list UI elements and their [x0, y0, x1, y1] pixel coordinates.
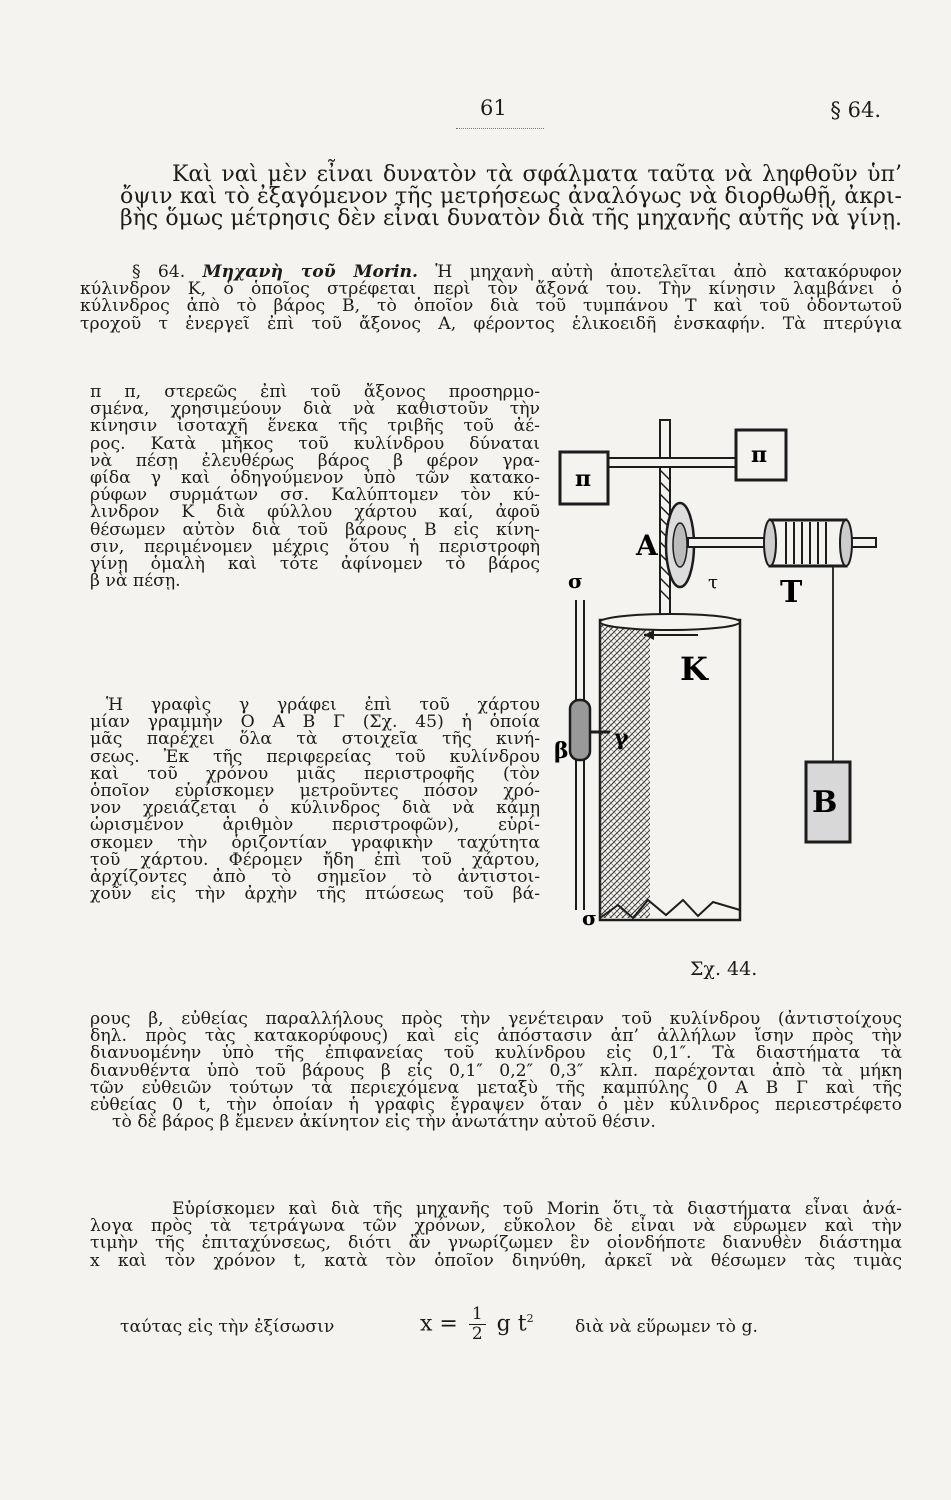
text-line: x καὶ τὸν χρόνον t, κατὰ τὸν ὁποῖον διηνύθη, ἀρκεῖ νὰ θέσωμεν τὰς τιμὰς [90, 1250, 902, 1271]
figure-caption: Σχ. 44. [690, 958, 758, 980]
text-line: εὐθείας 0 t, τὴν ὁποίαν ἡ γραφὶς ἔγραψεν ὅταν ὁ μὲν κύλινδρος περιεστρέφετο [90, 1094, 902, 1115]
text-line: Εὑρίσκομεν καὶ διὰ τῆς μηχανῆς τοῦ Morin ὅτι τὰ διαστήματα εἶναι ἀνά- [172, 1199, 902, 1219]
text-line: Καὶ ναὶ μὲν εἶναι δυνατὸν τὰ σφάλματα ταῦτα νὰ ληφθοῦν ὑπ’ [172, 162, 902, 187]
text-line: δηλ. πρὸς τὰς κατακορύφους) καὶ εἰς ἀπόστασιν ἀπ’ ἀλλήλων ἴσην πρὸς τὴν [90, 1026, 902, 1047]
section-heading-line [80, 258, 902, 282]
page-header [0, 96, 951, 136]
text-line: ρους β, εὐθείας παραλλήλους πρὸς τὴν γενέτειραν τοῦ κυλίνδρου (ἀντιστοίχους [90, 1009, 902, 1029]
text-line: σεως. Ἐκ τῆς περιφερείας τοῦ κυλίνδρου [90, 746, 540, 767]
drum [764, 520, 852, 566]
text-line: κύλινδρος ἀπὸ τὸ βάρος Β, τὸ ὁποῖον διὰ τοῦ τυμπάνου Τ καὶ τοῦ ὀδοντωτοῦ [80, 296, 902, 317]
pen-label: γ [614, 725, 629, 751]
text-line: λινδρον Κ διὰ φύλλου χάρτου καί, ἀφοῦ [90, 502, 540, 523]
text-line: κύλινδρον Κ, ὁ ὁποῖος στρέφεται περὶ τὸν ἄξονά του. Τὴν κίνησιν λαμβάνει ὁ [80, 279, 902, 300]
section-title: Μηχανὴ τοῦ Morin. [202, 262, 419, 282]
text-line: χοῦν εἰς τὴν ἀρχὴν τῆς πτώσεως τοῦ βά- [90, 884, 540, 905]
vane-left-label: π [575, 466, 592, 492]
wire-bottom-label: σ [582, 906, 597, 930]
text-line: τὸ δὲ βάρος β ἔμενεν ἀκίνητον εἰς τὴν ἀνωτάτην αὐτοῦ θέσιν. [112, 1112, 656, 1133]
paragraph-3 [90, 377, 540, 592]
formula-rhs: g t [496, 1311, 527, 1337]
cylinder [600, 614, 740, 920]
cylinder-label: Κ [680, 650, 708, 688]
formula-lead-text: ταύτας εἰς τὴν ἐξίσωσιν [120, 1317, 335, 1337]
paragraph-2 [80, 258, 902, 334]
text-line: κίνησιν ἰσοταχῆ ἕνεκα τῆς τριβῆς τοῦ ἀέ- [90, 416, 540, 437]
text-line: τροχοῦ τ ἐνεργεῖ ἐπὶ τοῦ ἄξονος Α, φέροντος ἑλικοειδῆ ἐνσκαφήν. Τὰ πτερύγια [80, 313, 902, 334]
section-mark: § 64. [830, 98, 881, 122]
text-line: λογα πρὸς τὰ τετράγωνα τῶν χρόνων, εὔκολον δὲ εἶναι νὰ εὕρωμεν καὶ τὴν [90, 1216, 902, 1237]
paragraph-5 [90, 1004, 902, 1133]
text-line: νον χρειάζεται ὁ κύλινδρος διὰ νὰ κάμῃ [90, 798, 540, 819]
paragraph-4 [90, 690, 540, 905]
formula-tail-text: διὰ νὰ εὕρωμεν τὸ g. [575, 1317, 758, 1337]
axle-label: Α [636, 529, 658, 562]
gear-label: τ [708, 572, 718, 593]
free-fall-formula [420, 1305, 534, 1344]
section-intro: Ἡ μηχανὴ αὐτὴ ἀποτελεῖται ἀπὸ κατακόρυφον [435, 262, 902, 282]
wire-top-label: σ [568, 569, 583, 593]
text-line: β νὰ πέσῃ. [90, 571, 181, 592]
text-line: σιν, περιμένομεν μέχρις ὅτου ἡ περιστροφὴ [90, 536, 540, 557]
small-weight-label: β [554, 738, 569, 764]
text-line: μᾶς παρέχει ὅλα τὰ στοιχεῖα τῆς κινή- [90, 729, 540, 750]
text-line: νὰ πέσῃ ἐλευθέρως βάρος β φέρον γρα- [90, 450, 540, 471]
text-line: ὡρισμένον ἀριθμὸν περιστροφῶν), εὑρί- [90, 815, 540, 836]
paragraph-1 [120, 158, 902, 231]
text-line: σμένα, χρησιμεύουν διὰ νὰ καθιστοῦν τὴν [90, 399, 540, 420]
fraction-half [469, 1305, 486, 1344]
formula-lhs: x = [420, 1311, 458, 1337]
text-line: καὶ τοῦ χρόνου μιᾶς περιστροφῆς (τὸν [90, 763, 540, 784]
text-line: ρύφων συρμάτων σσ. Καλύπτομεν τὸν κύ- [90, 485, 540, 506]
text-line: Ἡ γραφὶς γ γράφει ἐπὶ τοῦ χάρτου [106, 695, 540, 715]
text-line: ρος. Κατὰ μῆκος τοῦ κυλίνδρου δύναται [90, 433, 540, 454]
formula-exponent: 2 [526, 1312, 534, 1326]
text-line: τῶν εὐθειῶν τούτων τὰ περιεχόμενα μεταξὺ τῆς καμπύλης 0 Α Β Γ καὶ τῆς [90, 1077, 902, 1098]
text-line: ὁποῖον εὑρίσκομεν μετροῦντες πόσον χρό- [90, 780, 540, 801]
text-line: διανυθέντα ὑπὸ τοῦ βάρους β εἰς 0,1″ 0,2″ 0,3″ κλπ. παρέχονται ἀπὸ τὰ μήκη [90, 1060, 902, 1081]
text-line: θέσωμεν αὐτὸν διὰ τοῦ βάρους Β εἰς κίνη- [90, 519, 540, 540]
text-line: ὄψιν καὶ τὸ ἐξαγόμενον τῆς μετρήσεως ἀναλόγως νὰ διορθωθῇ, ἀκρι- [120, 184, 902, 209]
text-line: μίαν γραμμὴν Ο Α Β Γ (Σχ. 45) ἡ ὁποία [90, 712, 540, 733]
fraction-denominator: 2 [471, 1324, 483, 1344]
text-line: τοῦ χάρτου. Φέρομεν ἤδη ἐπὶ τοῦ χάρτου, [90, 849, 540, 870]
vane-right-label: π [751, 442, 768, 468]
drum-label: Τ [780, 575, 803, 610]
weight-big-label: Β [812, 785, 838, 820]
text-line: π π, στερεῶς ἐπὶ τοῦ ἄξονος προσηρμο- [90, 382, 540, 402]
formula-line [120, 1304, 820, 1357]
vane-arm [603, 458, 741, 467]
text-line: φίδα γ καὶ ὁδηγούμενον ὑπὸ τῶν κατακο- [90, 467, 540, 488]
text-line: σκομεν τὴν ὁριζοντίαν γραφικὴν ταχύτητα [90, 832, 540, 853]
page-number: 61 [480, 96, 507, 120]
text-line: τιμὴν τῆς ἐπιταχύνσεως, διότι ἂν γνωρίζωμεν ἓν οἱονδήποτε διανυθὲν διάστημα [90, 1233, 902, 1254]
text-line: ἀρχίζοντες ἀπὸ τὸ σημεῖον τὸ ἀντιστοι- [90, 866, 540, 887]
paragraph-6 [90, 1194, 902, 1271]
text-line: γίνῃ ὁμαλὴ καὶ τότε ἀφίνομεν τὸ βάρος [90, 553, 540, 574]
header-rule [456, 128, 544, 129]
text-line: βὴς ὅμως μέτρησις δὲν εἶναι δυνατὸν διὰ τῆς μηχανῆς αὐτῆς νὰ γίνῃ. [120, 206, 902, 231]
section-number: § 64. [132, 262, 186, 282]
fraction-numerator: 1 [469, 1305, 486, 1325]
text-line: διανυομένην ὑπὸ τῆς ἐπιφανείας τοῦ κυλίνδρου εἰς 0,1″. Τὰ διαστήματα τὰ [90, 1043, 902, 1064]
morin-machine-figure [548, 410, 908, 940]
